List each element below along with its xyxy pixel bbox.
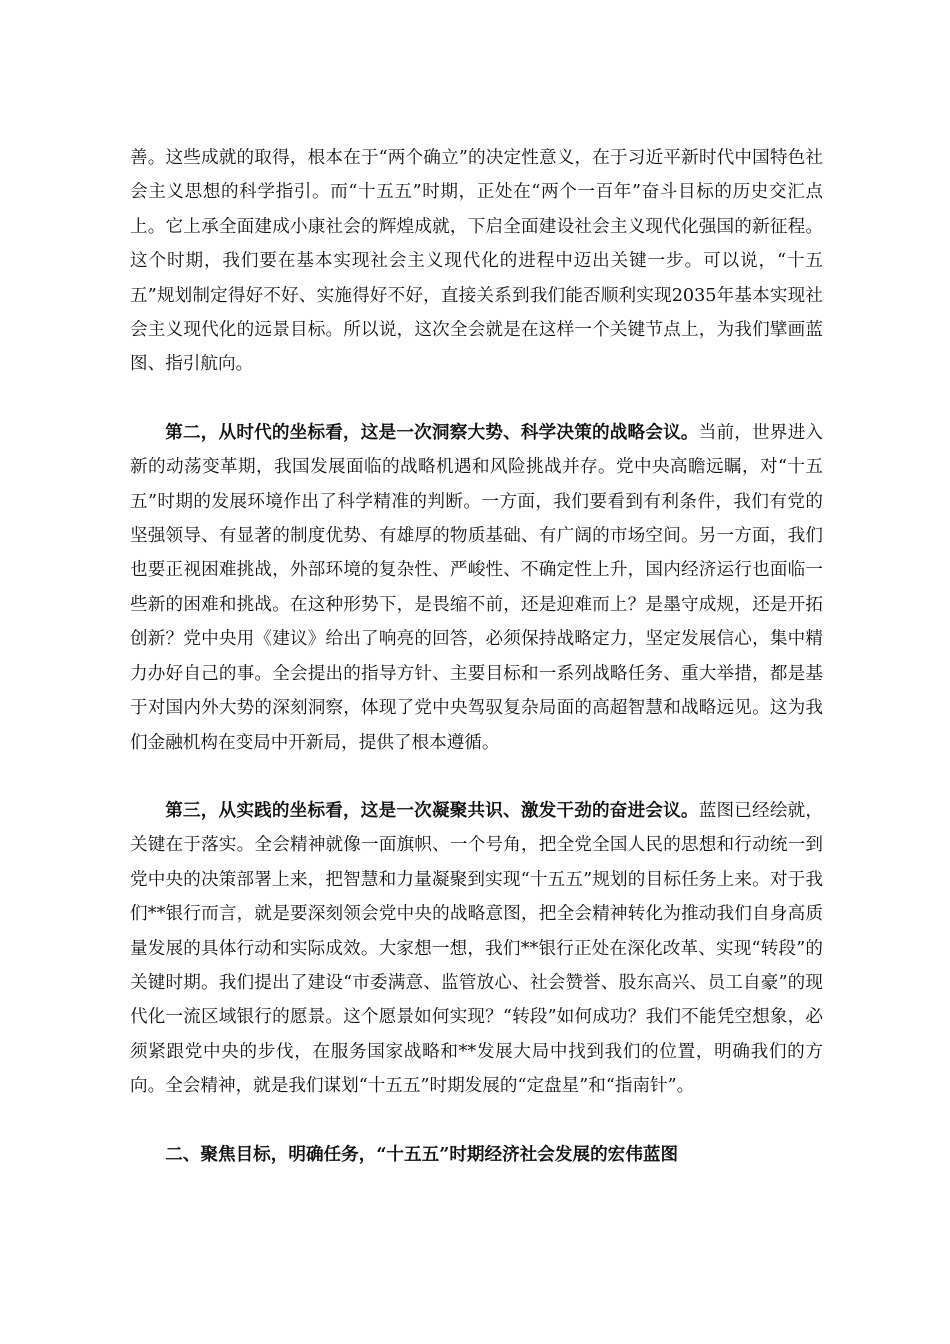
paragraph-third xyxy=(130,794,823,1104)
paragraph-lead-bold: 第三，从实践的坐标看，这是一次凝聚共识、激发干劲的奋进会议。 xyxy=(165,799,699,821)
paragraph-gap xyxy=(130,1104,823,1138)
paragraph-gap xyxy=(130,760,823,794)
paragraph-second xyxy=(130,416,823,760)
paragraph-gap xyxy=(130,382,823,416)
document-body xyxy=(130,141,823,1172)
paragraph-body-text: 蓝图已经绘就，关键在于落实。全会精神就像一面旗帜、一个号角，把全党全国人民的思想和行动统一到党中央的决策部署上来，把智慧和力量凝聚到实现“十五五”规划的目标任务上来。对于我们**银行而言，就是要深刻领会党中央的战略意图，把全会精神转化为推动我们自身高质量发展的具体行动和实际成效。大家想一想，我们**银行正处在深化改革、实现“转段”的关键时期。我们提出了建设“市委满意、监管放心、社会赞誉、股东高兴、员工自豪”的现代化一流区域银行的愿景。这个愿景如何实现？“转段”如何成功？我们不能凭空想象，必须紧跟党中央的步伐，在服务国家战略和**发展大局中找到我们的位置，明确我们的方向。全会精神，就是我们谋划“十五五”时期发展的“定盘星”和“指南针”。 xyxy=(130,800,823,1097)
paragraph-continued: 善。这些成就的取得，根本在于“两个确立”的决定性意义，在于习近平新时代中国特色社会主义思想的科学指引。而“十五五”时期，正处在“两个一百年”奋斗目标的历史交汇点上。它上承全面建成小康社会的辉煌成就，下启全面建设社会主义现代化强国的新征程。这个时期，我们要在基本实现社会主义现代化的进程中迈出关键一步。可以说，“十五五”规划制定得好不好、实施得好不好，直接关系到我们能否顺利实现2035年基本实现社会主义现代化的远景目标。所以说，这次全会就是在这样一个关键节点上，为我们擘画蓝图、指引航向。 xyxy=(130,148,823,375)
paragraph-body-text: 当前，世界进入新的动荡变革期，我国发展面临的战略机遇和风险挑战并存。党中央高瞻远瞩，对“十五五”时期的发展环境作出了科学精准的判断。一方面，我们要看到有利条件，我们有党的坚强领导、有显著的制度优势、有雄厚的物质基础、有广阔的市场空间。另一方面，我们也要正视困难挑战，外部环境的复杂性、严峻性、不确定性上升，国内经济运行也面临一些新的困难和挑战。在这种形势下，是畏缩不前，还是迎难而上？是墨守成规，还是开拓创新？党中央用《建议》给出了响亮的回答，必须保持战略定力，坚定发展信心，集中精力办好自己的事。全会提出的指导方针、主要目标和一系列战略任务、重大举措，都是基于对国内外大势的深刻洞察，体现了党中央驾驭复杂局面的高超智慧和战略远见。这为我们金融机构在变局中开新局，提供了根本遵循。 xyxy=(130,422,823,753)
section-heading: 二、聚焦目标，明确任务，“十五五”时期经济社会发展的宏伟蓝图 xyxy=(165,1143,679,1165)
paragraph-lead-bold: 第二，从时代的坐标看，这是一次洞察大势、科学决策的战略会议。 xyxy=(165,421,699,443)
